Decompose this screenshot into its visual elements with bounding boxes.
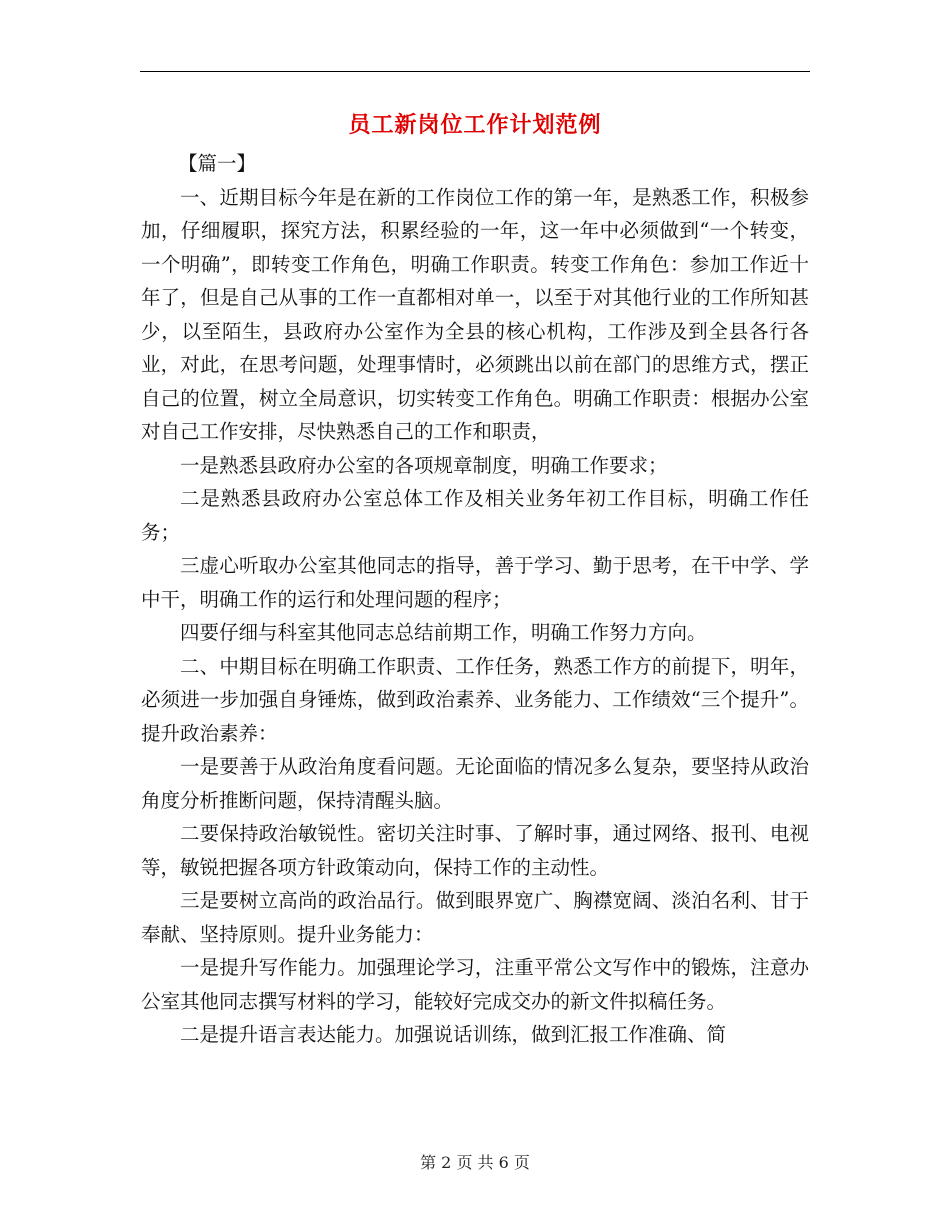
header-rule [140,71,810,72]
document-title: 员工新岗位工作计划范例 [348,112,602,138]
paragraph: 二是熟悉县政府办公室总体工作及相关业务年初工作目标，明确工作任务； [141,487,809,544]
paragraph: 一、近期目标今年是在新的工作岗位工作的第一年，是熟悉工作，积极参加，仔细履职，探究方法，积累经验的一年，这一年中必须做到“一个转变，一个明确”，即转变工作角色，明确工作职责。转变工作角色：参加工作近十年了，但是自己从事的工作一直都相对单一，以至于对其他行业的工作所知甚少，以至陌生，县政府办公室作为全县的核心机构，工作涉及到全县各行各业，对此，在思考问题，处理事情时，必须跳出以前在部门的思维方式，摆正自己的位置，树立全局意识，切实转变工作角色。明确工作职责：根据办公室对自己工作安排，尽快熟悉自己的工作和职责， [141,185,809,443]
paragraph: 二要保持政治敏锐性。密切关注时事、了解时事，通过网络、报刊、电视等，敏锐把握各项方针政策动向，保持工作的主动性。 [141,822,809,879]
paragraph: 三是要树立高尚的政治品行。做到眼界宽广、胸襟宽阔、淡泊名利、甘于奉献、坚持原则。提升业务能力： [141,889,809,946]
paragraph: 一是提升写作能力。加强理论学习，注重平常公文写作中的锻炼，注意办公室其他同志撰写材料的学习，能较好完成交办的新文件拟稿任务。 [141,956,809,1013]
document-body [141,147,809,1052]
paragraph: 一是要善于从政治角度看问题。无论面临的情况多么复杂，要坚持从政治角度分析推断问题，保持清醒头脑。 [141,755,809,812]
page-number: 第 2 页 共 6 页 [420,1153,530,1172]
paragraph: 三虚心听取办公室其他同志的指导，善于学习、勤于思考，在干中学、学中干，明确工作的运行和处理问题的程序； [141,554,809,611]
paragraph: 一是熟悉县政府办公室的各项规章制度，明确工作要求； [180,453,668,477]
paragraph: 四要仔细与科室其他同志总结前期工作，明确工作努力方向。 [180,621,707,644]
paragraph: 二、中期目标在明确工作职责、工作任务，熟悉工作方的前提下，明年，必须进一步加强自身锤炼，做到政治素养、业务能力、工作绩效“三个提升”。提升政治素养： [141,654,809,745]
paragraph: 二是提升语言表达能力。加强说话训练，做到汇报工作准确、简 [180,1023,727,1046]
section-tag: 【篇一】 [178,152,257,175]
